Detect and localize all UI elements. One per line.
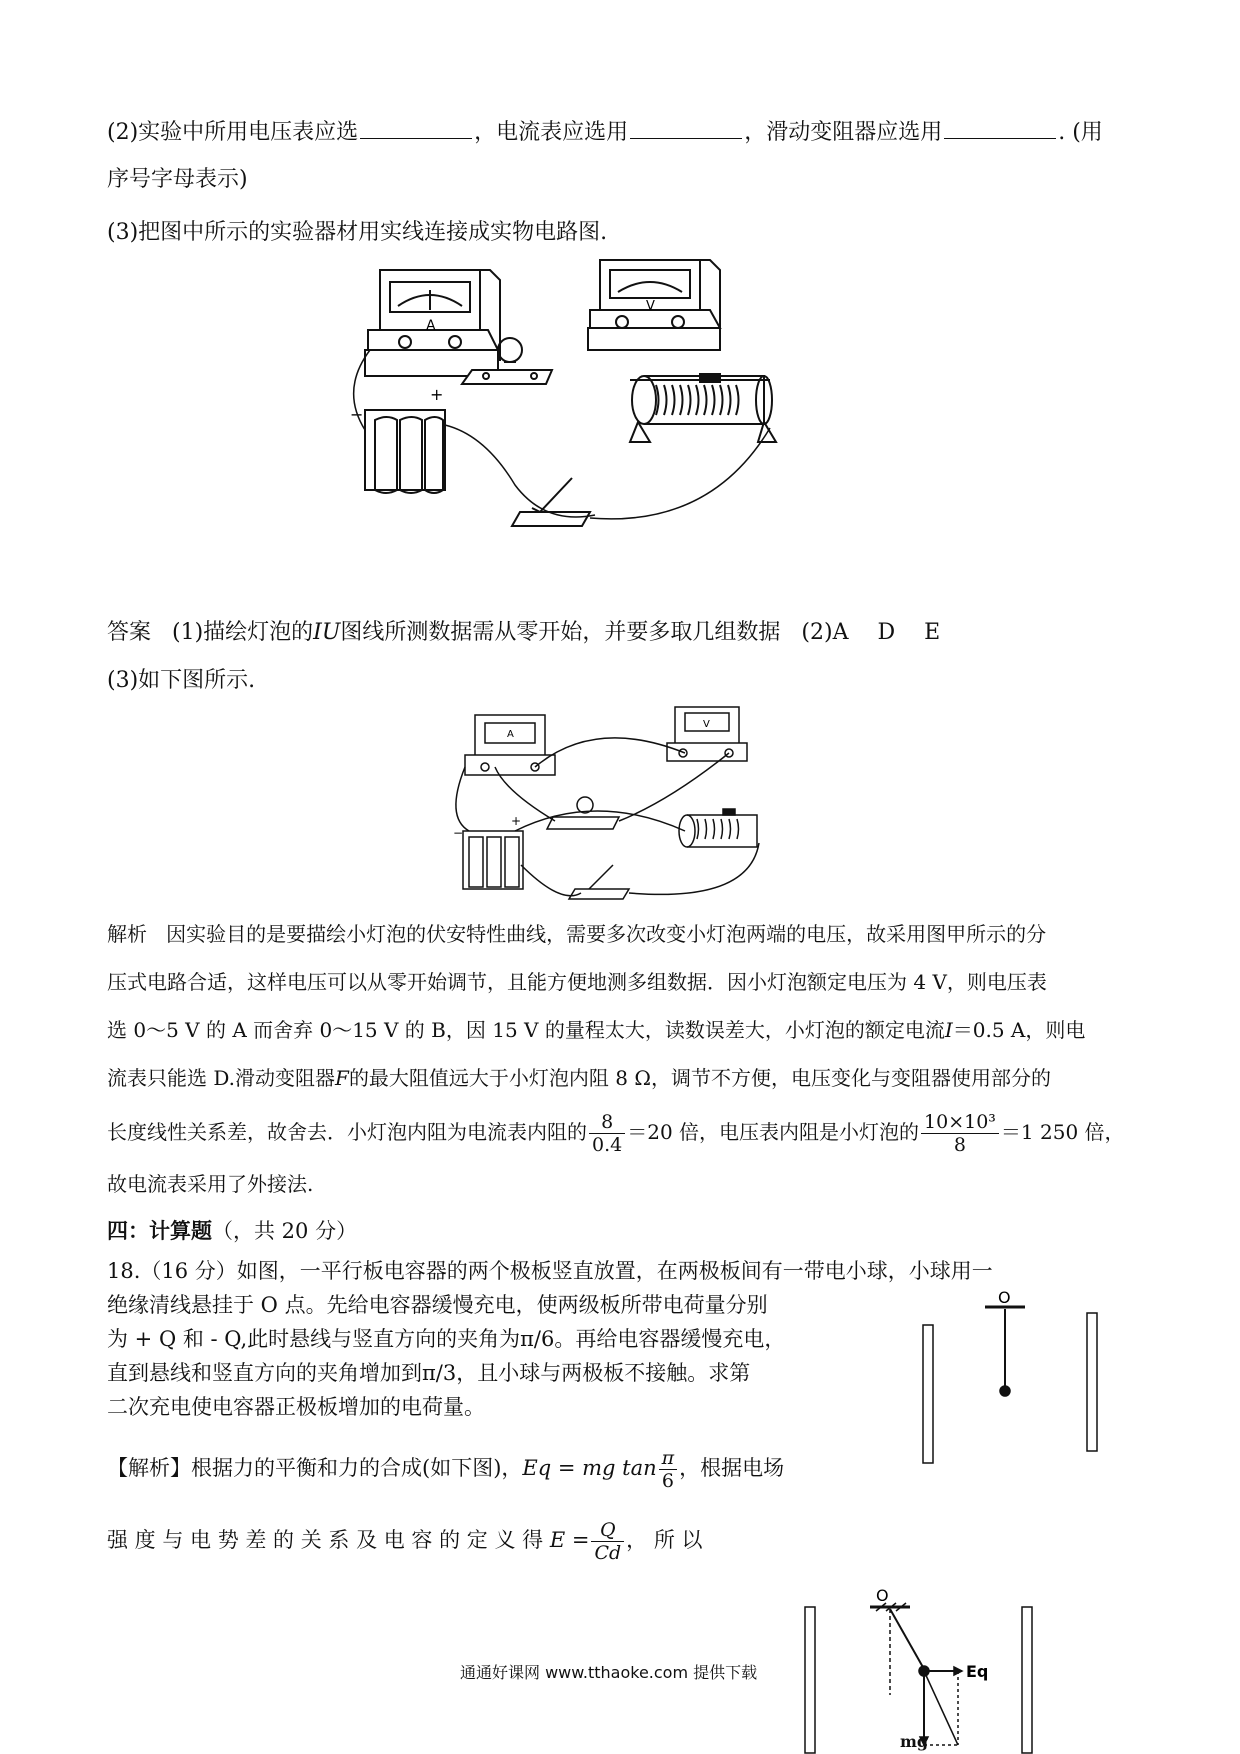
analysis-label: 解析 [107, 922, 147, 946]
answer-line-1 [107, 618, 940, 648]
q2-text-b: ，电流表应选用 [474, 120, 629, 145]
fraction-pi-over-6: $\frac{\pi}{6}$ [659, 1447, 678, 1492]
fig2-minus: − [453, 826, 464, 840]
analysis-line-6: 故电流表采用了外接法. [107, 1172, 314, 1196]
solution-l2-a: 强 度 与 电 势 差 的 关 系 及 电 容 的 定 义 得 [107, 1528, 544, 1552]
answer-label: 答案 [107, 620, 152, 645]
solution-l1-b: ，根据电场 [679, 1456, 785, 1480]
answer-part2: (2)A D E [801, 620, 941, 645]
fraction-q-over-cd: $\frac{Q}{Cd}$ [591, 1519, 624, 1564]
question-3-line: (3)把图中所示的实验器材用实线连接成实物电路图. [107, 220, 608, 245]
section-4-heading [107, 1216, 357, 1246]
force-diagram-figure [790, 1585, 1050, 1754]
q18-line-5: 二次充电使电容器正极板增加的电荷量。 [107, 1395, 485, 1419]
analysis-l3-i: I [944, 1018, 953, 1042]
fig2-voltmeter-label: V [703, 719, 710, 730]
q2-text-d: . (用 [1058, 120, 1103, 145]
q18-line-4: 直到悬线和竖直方向的夹角增加到π/3，且小球与两极板不接触。求第 [107, 1361, 751, 1385]
connected-circuit-figure [455, 705, 805, 905]
solution-e: E = [549, 1528, 590, 1552]
fig2-ammeter-label: A [507, 729, 514, 740]
voltmeter-label: V [646, 299, 655, 314]
section-4-title: 四：计算题 [107, 1218, 212, 1243]
battery-minus: − [350, 405, 364, 424]
fraction-8-over-0.4: $\frac{8}{0.4}$ [589, 1111, 625, 1156]
analysis-l1: 因实验目的是要描绘小灯泡的伏安特性曲线，需要多次改变小灯泡两端的电压，故采用图甲所示的分 [166, 922, 1047, 946]
q18-line-3: 为 + Q 和 - Q,此时悬线与竖直方向的夹角为π/6。再给电容器缓慢充电， [107, 1327, 786, 1351]
analysis-line-5 [107, 1108, 1125, 1156]
fig2-plus: + [511, 814, 522, 828]
switch-device [512, 478, 590, 526]
analysis-l5-a: 长度线性关系差，故舍去．小灯泡内阻为电流表内阻的 [107, 1120, 587, 1144]
q18-line-2: 绝缘清线悬挂于 O 点。先给电容器缓慢充电，使两级板所带电荷量分别 [107, 1293, 768, 1317]
analysis-l5-b: ＝20 倍，电压表内阻是小灯泡的 [627, 1120, 920, 1144]
analysis-l3-b: ＝0.5 A，则电 [952, 1018, 1086, 1042]
analysis-line-4 [107, 1064, 1051, 1092]
analysis-line-2: 压式电路合适，这样电压可以从零开始调节，且能方便地测多组数据．因小灯泡额定电压为 4 V，则电压表 [107, 970, 1047, 994]
fraction-10e3-over-8: $\frac{\text{10×10³}}{8}$ [921, 1111, 999, 1156]
rheostat-device [630, 374, 776, 442]
question-2-line [107, 118, 1103, 148]
apparatus-figure [350, 250, 880, 570]
analysis-line-1 [107, 920, 1046, 948]
force-label-mg: mg [900, 1732, 929, 1751]
answer-part1-a: (1)描绘灯泡的 [172, 620, 314, 645]
battery-plus: + [430, 385, 444, 404]
analysis-l3-a: 选 0～5 V 的 A 而舍弃 0～15 V 的 B，因 15 V 的量程太大，读数误差大，小灯泡的额定电流 [107, 1018, 945, 1042]
answer-part1-b: 图线所测数据需从零开始，并要多取几组数据 [340, 620, 781, 645]
capacitor-pendulum-figure [915, 1285, 1115, 1465]
force-label-eq: Eq [966, 1662, 989, 1681]
solution-l1-a: 【解析】根据力的平衡和力的合成(如下图)， [107, 1456, 523, 1480]
solution-line-1 [107, 1440, 784, 1496]
page-footer: 通通好课网 www.tthaoke.com 提供下载 [460, 1663, 758, 1682]
solution-l2-b: ， 所 以 [626, 1528, 703, 1552]
battery-device [365, 410, 445, 493]
analysis-l4-a: 流表只能选 D.滑动变阻器 [107, 1066, 336, 1090]
analysis-l4-b: 的最大阻值远大于小灯泡内阻 8 Ω，调节不方便，电压变化与变阻器使用部分的 [348, 1066, 1051, 1090]
rheostat-blank [944, 118, 1056, 139]
force-point-o: O [876, 1586, 889, 1605]
q18-line-1: 18.（16 分）如图，一平行板电容器的两个极板竖直放置，在两极板间有一带电小球，小球用一 [107, 1259, 993, 1283]
solution-line-2 [107, 1512, 703, 1568]
section-4-note: （，共 20 分） [212, 1219, 358, 1243]
answer-line-2: (3)如下图所示. [107, 668, 256, 693]
solution-eq: Eq = mg tan [522, 1456, 657, 1480]
q2-text-c: ，滑动变阻器应选用 [744, 120, 943, 145]
ammeter-blank [630, 118, 742, 139]
ammeter-label: A [426, 318, 436, 334]
q2-text-a: (2)实验中所用电压表应选 [107, 120, 359, 145]
analysis-l4-f: F [335, 1066, 349, 1090]
analysis-line-3 [107, 1016, 1085, 1044]
analysis-l5-c: ＝1 250 倍， [1000, 1120, 1125, 1144]
q18-point-o: O [998, 1288, 1011, 1307]
question-2-line-2: 序号字母表示) [107, 167, 248, 192]
answer-iu: IU [313, 620, 341, 645]
voltmeter-blank [360, 118, 472, 139]
